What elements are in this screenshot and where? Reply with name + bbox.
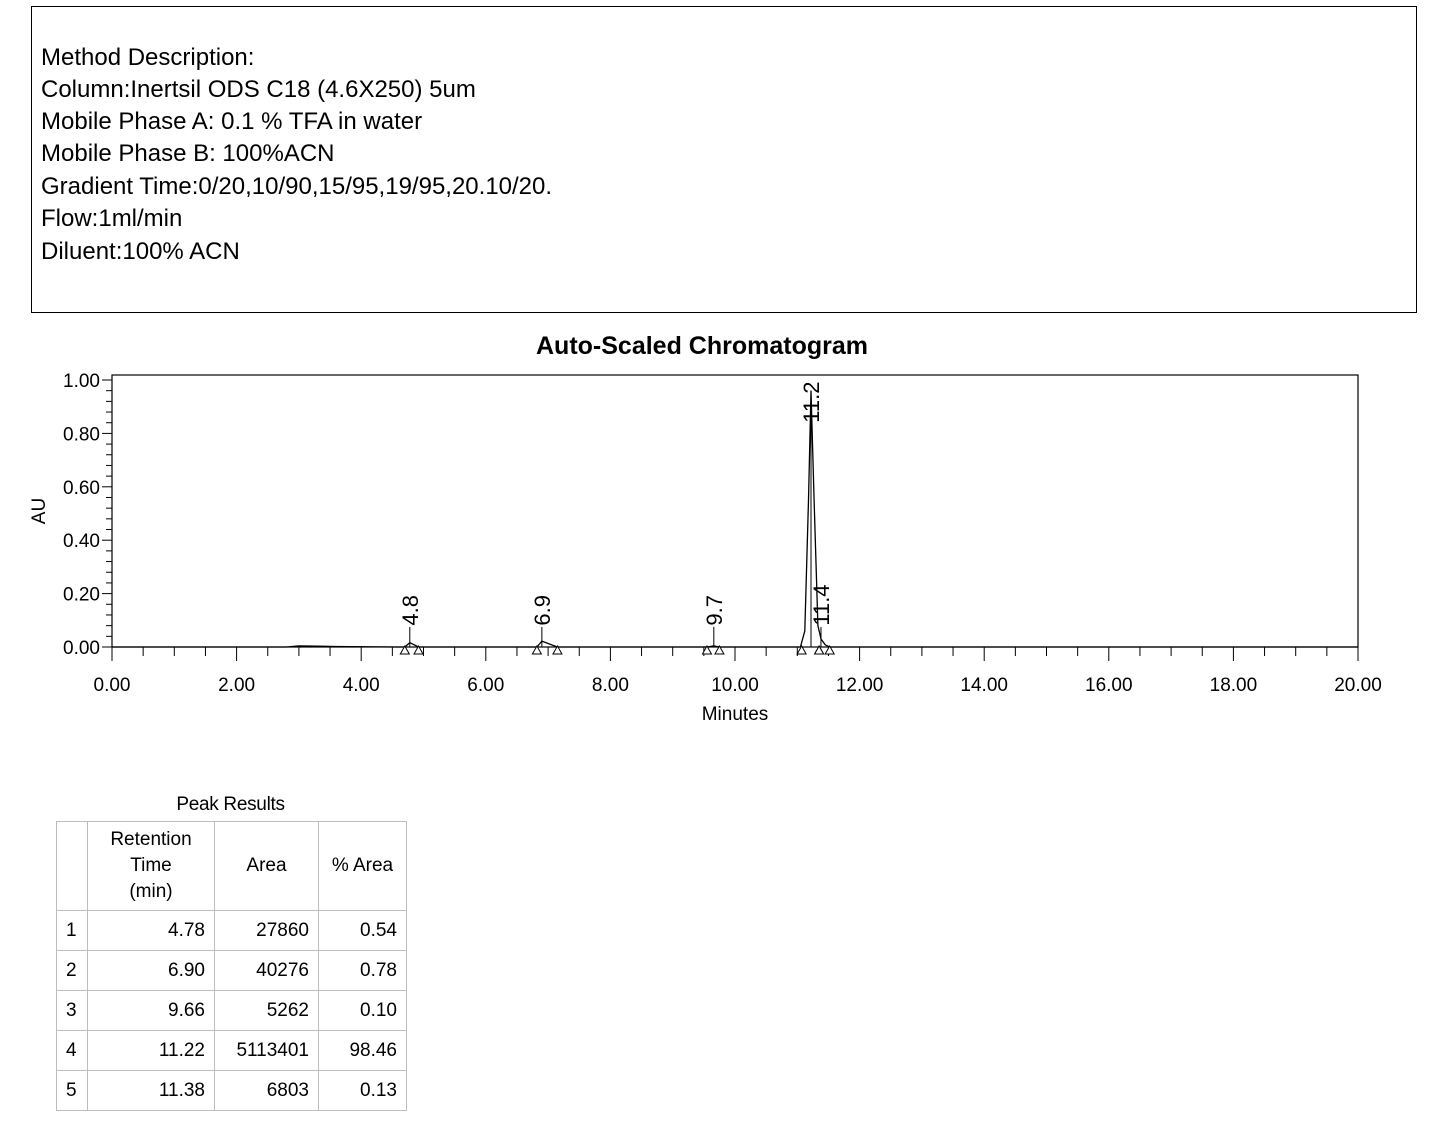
y-tick-label: 1.00 [63, 371, 100, 392]
x-tick-label: 18.00 [1209, 675, 1258, 696]
peak-results-caption: Peak Results [176, 794, 285, 815]
y-tick-label: 0.80 [63, 424, 100, 446]
area-cell: 27860 [215, 911, 319, 951]
table-row [57, 1071, 407, 1111]
x-axis-label: Minutes [701, 704, 769, 725]
pct-area-header: % Area [319, 822, 407, 911]
plot-frame [112, 375, 1358, 647]
pct-area-cell: 98.46 [319, 1031, 407, 1071]
chromatogram-chart [0, 320, 1445, 730]
method-description-box [31, 6, 1417, 313]
peak-results-table [56, 821, 407, 1111]
y-tick-label: 0.60 [63, 477, 100, 499]
x-tick-label: 10.00 [711, 675, 759, 696]
retention-time-cell: 4.78 [88, 911, 215, 951]
retention-time-cell: 9.66 [88, 991, 215, 1031]
method-line-gradient: Gradient Time:0/20,10/90,15/95,19/95,20.10/20. [41, 173, 553, 200]
pct-area-cell: 0.10 [319, 991, 407, 1031]
method-line-mobile-phase-b: Mobile Phase B: 100%ACN [41, 140, 335, 167]
x-tick-label: 4.00 [342, 675, 380, 696]
row-index-cell: 4 [57, 1031, 88, 1071]
retention-time-header-line1: Retention [110, 829, 192, 850]
x-tick-label: 14.00 [960, 675, 1008, 696]
table-row [57, 1031, 407, 1071]
x-tick-label: 8.00 [591, 675, 629, 696]
retention-time-cell: 6.90 [88, 951, 215, 991]
pct-area-cell: 0.78 [319, 951, 407, 991]
row-index-cell: 5 [57, 1071, 88, 1111]
table-row [57, 991, 407, 1031]
y-tick-label: 0.20 [63, 584, 100, 606]
retention-time-header-line3: (min) [129, 881, 173, 902]
table-row [57, 911, 407, 951]
retention-time-header [88, 822, 215, 911]
retention-time-header-line2: Time [130, 855, 172, 876]
area-cell: 5262 [215, 991, 319, 1031]
y-axis-label: AU [29, 497, 50, 525]
row-index-cell: 1 [57, 911, 88, 951]
row-index-cell: 2 [57, 951, 88, 991]
area-cell: 6803 [215, 1071, 319, 1111]
x-tick-label: 20.00 [1334, 675, 1382, 696]
x-tick-label: 16.00 [1085, 675, 1133, 696]
area-cell: 40276 [215, 951, 319, 991]
chromatogram-trace [112, 391, 1358, 647]
table-header-row [57, 822, 407, 911]
x-tick-label: 6.00 [467, 675, 505, 696]
index-header [57, 822, 88, 911]
peak-label: 6.9 [529, 595, 555, 626]
pct-area-cell: 0.54 [319, 911, 407, 951]
y-tick-label: 0.40 [63, 531, 100, 553]
peak-label: 11.2 [799, 381, 825, 423]
area-header: Area [215, 822, 319, 911]
method-line-flow: Flow:1ml/min [41, 205, 183, 232]
x-tick-label: 0.00 [93, 675, 131, 696]
peak-label: 4.8 [397, 595, 423, 626]
pct-area-cell: 0.13 [319, 1071, 407, 1111]
method-line-title: Method Description: [41, 44, 255, 71]
peak-label: 11.4 [808, 584, 834, 626]
retention-time-cell: 11.38 [88, 1071, 215, 1111]
method-line-mobile-phase-a: Mobile Phase A: 0.1 % TFA in water [41, 108, 423, 135]
table-row [57, 951, 407, 991]
method-line-diluent: Diluent:100% ACN [41, 238, 240, 265]
method-line-column: Column:Inertsil ODS C18 (4.6X250) 5um [41, 76, 476, 103]
x-tick-label: 12.00 [835, 675, 884, 696]
area-cell: 5113401 [215, 1031, 319, 1071]
x-tick-label: 2.00 [218, 675, 256, 696]
y-tick-label: 0.00 [63, 638, 100, 659]
peak-label: 9.7 [701, 595, 727, 626]
chart-title: Auto-Scaled Chromatogram [536, 332, 868, 360]
row-index-cell: 3 [57, 991, 88, 1031]
retention-time-cell: 11.22 [88, 1031, 215, 1071]
